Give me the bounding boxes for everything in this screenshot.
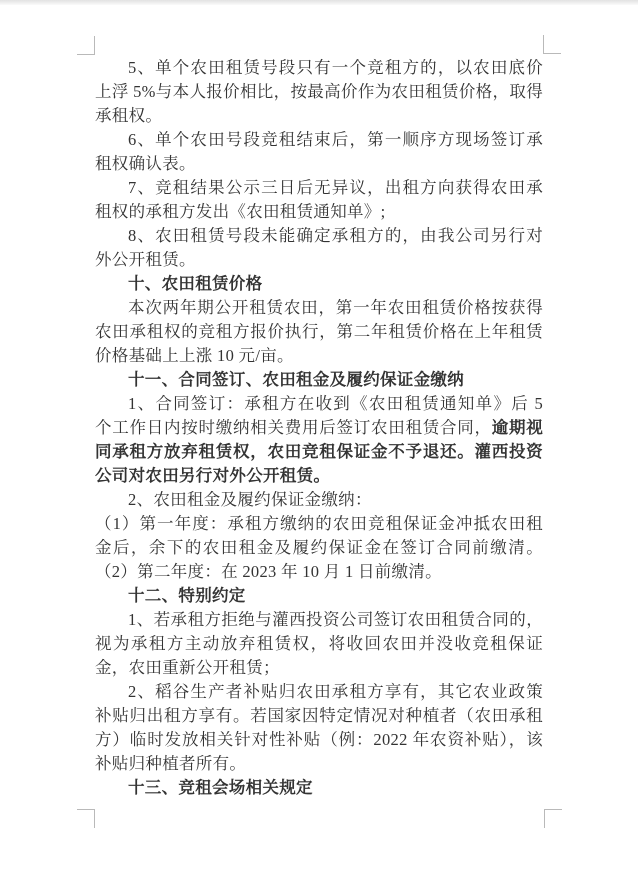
text-segment: （2）第二年度：在 2023 年 10 月 1 日前缴清。 xyxy=(95,562,442,581)
text-segment: 个工作日内按时缴纳相关费用后签订农田租赁合同， xyxy=(95,418,492,437)
text-segment: 农田承租权的竞租方报价执行，第二年租赁价格在上年租赁 xyxy=(95,322,543,341)
text-line xyxy=(95,224,543,248)
crop-mark-bottom-left-icon xyxy=(77,809,95,828)
bold-text-segment: 十、农田租赁价格 xyxy=(128,274,263,293)
text-segment: 本次两年期公开租赁农田，第一年农田租赁价格按获得 xyxy=(128,298,543,317)
text-line xyxy=(95,512,543,536)
crop-mark-top-left-icon xyxy=(77,36,95,55)
bold-text-segment: 十一、合同签订、农田租金及履约保证金缴纳 xyxy=(128,370,464,389)
text-line xyxy=(95,272,543,296)
text-line xyxy=(95,584,543,608)
text-line xyxy=(95,416,543,440)
document-text xyxy=(95,56,543,800)
text-line xyxy=(95,632,543,656)
text-segment: 租权的承租方发出《农田租赁通知单》; xyxy=(95,202,386,221)
text-line xyxy=(95,680,543,704)
crop-mark-bottom-right-icon xyxy=(544,809,562,828)
text-line xyxy=(95,728,543,752)
text-segment: 补贴归出租方享有。若国家因特定情况对种植者（农田承租 xyxy=(95,706,543,725)
text-line xyxy=(95,200,543,224)
text-segment: 金，农田重新公开租赁； xyxy=(95,658,280,677)
text-line xyxy=(95,488,543,512)
text-segment: （1）第一年度：承租方缴纳的农田竞租保证金冲抵农田租 xyxy=(95,514,543,533)
text-segment: 补贴归种植者所有。 xyxy=(95,754,247,773)
bold-text-segment: 公司对农田另行对外公开租赁。 xyxy=(95,466,331,485)
text-line xyxy=(95,440,543,464)
text-line xyxy=(95,752,543,776)
text-line xyxy=(95,776,543,800)
text-segment: 价格基础上上涨 10 元/亩。 xyxy=(95,346,294,365)
text-segment: 7、竞租结果公示三日后无异议，出租方向获得农田承 xyxy=(128,178,543,197)
text-line xyxy=(95,128,543,152)
text-segment: 承租权。 xyxy=(95,106,163,125)
text-line xyxy=(95,56,543,80)
text-segment: 方）临时发放相关针对性补贴（例：2022 年农资补贴），该 xyxy=(95,730,543,749)
text-line xyxy=(95,176,543,200)
text-segment: 8、农田租赁号段未能确定承租方的，由我公司另行对 xyxy=(128,226,543,245)
text-segment: 6、单个农田号段竞租结束后，第一顺序方现场签订承 xyxy=(128,130,543,149)
text-line xyxy=(95,560,543,584)
text-segment: 租权确认表。 xyxy=(95,154,196,173)
text-line xyxy=(95,368,543,392)
bold-text-segment: 同承租方放弃租赁权，农田竞租保证金不予退还。灌西投资 xyxy=(95,442,543,461)
text-segment: 视为承租方主动放弃租赁权，将收回农田并没收竞租保证 xyxy=(95,634,543,653)
text-line xyxy=(95,704,543,728)
text-line xyxy=(95,344,543,368)
text-segment: 2、农田租金及履约保证金缴纳： xyxy=(128,490,372,509)
text-line xyxy=(95,80,543,104)
text-line xyxy=(95,320,543,344)
crop-mark-top-right-icon xyxy=(543,35,561,54)
text-segment: 1、若承租方拒绝与灌西投资公司签订农田租赁合同的， xyxy=(128,610,543,629)
bold-text-segment: 逾期视 xyxy=(491,418,543,437)
text-line xyxy=(95,152,543,176)
bold-text-segment: 十三、竞租会场相关规定 xyxy=(128,778,313,797)
text-line xyxy=(95,536,543,560)
text-line xyxy=(95,656,543,680)
page-top-edge xyxy=(0,0,638,5)
text-segment: 金后，余下的农田租金及履约保证金在签订合同前缴清。 xyxy=(95,538,543,557)
text-line xyxy=(95,608,543,632)
text-segment: 外公开租赁。 xyxy=(95,250,196,269)
text-segment: 上浮 5%与本人报价相比，按最高价作为农田租赁价格，取得 xyxy=(95,82,543,101)
text-segment: 1、合同签订：承租方在收到《农田租赁通知单》后 5 xyxy=(128,394,543,413)
text-line xyxy=(95,392,543,416)
text-segment: 5、单个农田租赁号段只有一个竞租方的，以农田底价 xyxy=(128,58,543,77)
text-line xyxy=(95,104,543,128)
bold-text-segment: 十二、特别约定 xyxy=(128,586,246,605)
text-segment: 2、稻谷生产者补贴归农田承租方享有，其它农业政策 xyxy=(128,682,543,701)
text-line xyxy=(95,248,543,272)
text-line xyxy=(95,296,543,320)
text-line xyxy=(95,464,543,488)
